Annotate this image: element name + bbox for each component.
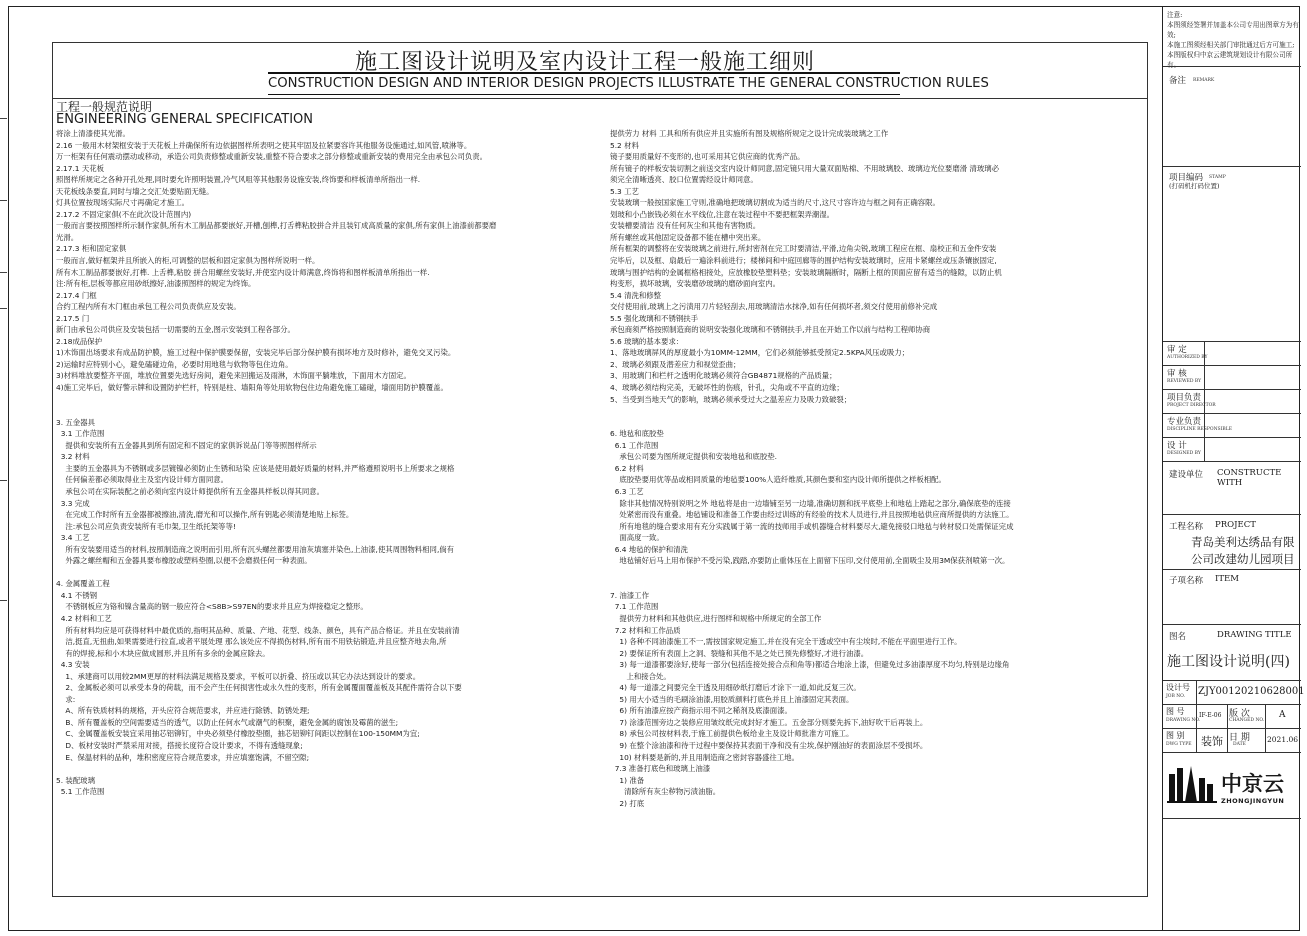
- spec-line: 承包公司在实际装配之前必须向室内设计师提供所有五金器具样板以得其同意。: [56, 486, 325, 496]
- company-logo: [1167, 764, 1219, 808]
- spec-line: 主要的五金器具为不锈钢或多层镀镍必须防止生锈和玷染 应该是使用最好质量的材料,并严格遵照说明书上所要求之规格: [56, 463, 455, 473]
- spec-line: 3)材料堆放要整齐平面，堆放位置要先选好房间，避免来回搬运及雨淋，木饰面平躺堆放，下面用木方固定。: [56, 371, 411, 381]
- signature-row-label-en: PROJECT DIRECTOR: [1167, 403, 1216, 408]
- design-no-label: 设计号: [1166, 683, 1190, 692]
- spec-line: [56, 394, 596, 406]
- spec-column-left: [56, 128, 596, 798]
- spec-line: 6) 所有油漆应按产商指示用不同之稀剂及底漆面漆。: [610, 706, 792, 716]
- spec-line: 3.4 工艺: [56, 533, 90, 543]
- spec-line: 所有材料均应是可获得材料中最优质的,指明其品种、质量、产地、花型、线条、颜色，具有产品合格证。并且在安装前清: [56, 625, 460, 635]
- spec-line: 除非其他情况特别说明之外 地毡将是由一边墙铺至另一边墙,准确切割和抚平底垫上和地毡上踏起之部分,确保底垫的连接: [610, 498, 1011, 508]
- spec-line: 镜子要用质量好不变形的,也可采用其它供应商的优秀产品。: [610, 152, 805, 162]
- title-underline: [268, 72, 900, 74]
- spec-line: 3.1 工作范围: [56, 429, 105, 439]
- spec-line: 提供劳力材料和其他供应,进行图样和规格中所规定的全部工作: [610, 613, 822, 623]
- spec-line: 处紧密而没有重叠。地毡铺设和准备工作要由经过训练的有经验的技术人员进行,并且按照地毡供应商所提供的方法施工。: [610, 510, 1014, 520]
- spec-line: 合约工程内所有木门框由承包工程公司负责供应及安装。: [56, 302, 241, 312]
- spec-line: 2、金属板必须可以承受本身的荷载，而不会产生任何损害性或永久性的变形，所有金属覆面覆盖板及其配件需符合以下要: [56, 683, 462, 693]
- spec-line: 任何偏差都必须取得业主及室内设计师方面同意。: [56, 475, 228, 485]
- project-name-label: 工程名称: [1169, 522, 1204, 532]
- builder-label: 建设单位: [1169, 470, 1204, 480]
- signature-row-label-en: DESIGNED BY: [1167, 451, 1201, 456]
- spec-line: 不锈钢板应为铬和镍含量高的钢一般应符合<S8B>S97EN的要求并且应为焊接稳定之整形。: [56, 602, 368, 612]
- spec-line: 灯具位置按现场实际尺寸再确定才施工。: [56, 198, 190, 208]
- version-label: 版 次: [1229, 709, 1250, 719]
- spec-line: 2、玻璃必须跟及潜差应力和视觉歪曲；: [610, 359, 741, 369]
- spec-line: 1) 各种不同油漆施工不一,需按国家规定施工,并在没有完全干透或空中有尘埃时,不能在平面里进行工作。: [610, 637, 962, 647]
- signature-row-label-en: DISCIPLINE RESPONSIBLE: [1167, 427, 1232, 432]
- signature-row-label-en: AUTHORIZED BY: [1167, 355, 1208, 360]
- signature-row-label: 审 核: [1167, 369, 1187, 379]
- disclaimer-note: 注意: 本图须经签署并加盖本公司专用出图章方为有效; 本施工图须经相关部门审批通过后方可施工; 本图版权归中京云建筑规划设计有限公司所有。: [1167, 11, 1299, 69]
- spec-line: 所有镜子的样板安装切割之前送交室内设计师同意,固定镜只用大量双面贴棉、不用玻璃胶、玻璃边光位要磨滑 清玻璃必: [610, 163, 1000, 173]
- spec-line: 一般而言,做好框架并且所嵌入的柜,可调整的层板和固定家俱为图样所说明一样。: [56, 256, 320, 266]
- spec-line: 6.2 材料: [610, 463, 644, 473]
- spec-line: 7) 涂漆范围旁边之装修应用皱纹纸完成封好才施工。五金部分则要先拆下,油好吹干后再装上。: [610, 717, 928, 727]
- spec-line: 底胶垫要用优等品或相同质量的地毡要100%人造纤维质,其颜色要和室内设计师所提供之样板相配。: [610, 475, 946, 485]
- spec-line: 天花板线条要直,同时与墙之交汇处要贴面无缝。: [56, 186, 214, 196]
- spec-line: 5) 用大小适当的毛刷涂油漆,用胶质颜料打底色并且上油漆固定其表面。: [610, 694, 854, 704]
- spec-line: [610, 405, 1140, 417]
- page-title: 施工图设计说明及室内设计工程一般施工细则: [354, 50, 815, 75]
- spec-line: 承包公司要为图所规定提供和安装地毡和底胶垫.: [610, 452, 777, 462]
- spec-line: 6. 地毡和底胶垫: [610, 429, 664, 439]
- spec-line: 4.3 安装: [56, 660, 90, 670]
- spec-line: 2) 要保证所有表面上之洞、裂缝和其他不是之处已预先修整好,才进行油漆。: [610, 648, 869, 658]
- type-value: 装饰: [1201, 735, 1223, 748]
- spec-line: 5.6 玻璃的基本要求：: [610, 336, 684, 346]
- spec-line: 6.1 工作范围: [610, 440, 659, 450]
- spec-line: 7.1 工作范围: [610, 602, 659, 612]
- spec-line: 新门由承包公司供应及安装包括一切需要的五金,图示安装到工程各部分。: [56, 325, 295, 335]
- spec-line: 承包商须严格按照制造商的说明安装强化玻璃和不锈钢扶手,并且在开始工作以前与结构工程师协商: [610, 325, 931, 335]
- spec-line: 6.4 地毡的保护和清洗: [610, 544, 688, 554]
- spec-line: [610, 417, 1140, 429]
- spec-line: 2)运输时应特别小心，避免磕碰边角，必要时用地毯与软物等包住边角。: [56, 359, 293, 369]
- spec-line: 一般而言要按照图样所示制作家俱,所有木工制品都要嵌好,开槽,刨榫,打舌榫粘胶拼合并且装钉成高质量的家俱,所有家俱上油漆前都要磨: [56, 221, 497, 231]
- section-title: 工程一般规范说明: [56, 100, 153, 114]
- spec-line: 所有地毯的缝合要求用有充分实践属于第一流的技师用手或机器缝合材料要尽大,避免接驳口地毡与转材驳口处需保证完成: [610, 521, 1014, 531]
- signature-row-label: 设 计: [1167, 441, 1187, 451]
- spec-line: 完毕后，以及框、扇最后一遍涂料前进行；楼梯间和中庭回廊等的围护结构安装玻璃时，应用卡紧螺丝或压条镶嵌固定,: [610, 256, 997, 266]
- spec-line: B、所有覆盖板的空间需要适当的透气，以防止任何水气或潮气的积聚，避免金属的腐蚀及霉菌的滋生;: [56, 717, 399, 727]
- spec-line: 提供劳力 材料 工具和所有供应并且实施所有图及规格所规定之设计完成装玻璃之工作: [610, 129, 889, 138]
- spec-line: 照图样所规定之各种开孔处理,同时要允许照明装置,冷气风咀等其他服务设施安装,终饰要和样板清单所指出一样.: [56, 175, 421, 185]
- spec-line: 注:所有柜,层板等都应用砂纸擦好,油漆照图样的规定为终饰。: [56, 279, 256, 289]
- sheet-no-label-en: DRAWING NO.: [1166, 718, 1201, 723]
- spec-line: 安装玻璃一般按国家施工守则,准确地把玻璃切割成为适当的尺寸,这尺寸容许边与框之间有正确容限。: [610, 198, 940, 208]
- title-block: [1162, 6, 1305, 931]
- spec-line: 1、承建商可以用较2MM更厚的材料法满足规格及要求，平板可以折叠、挤压或以其它办法达到设计的要求。: [56, 671, 421, 681]
- spec-line: 2.17.5 门: [56, 313, 90, 323]
- spec-line: 所有安装要用适当的材料,按照制造商之说明而引用,所有沉头螺丝都要用油灰填塞并染色,上油漆,使其周围物料相同,倘有: [56, 544, 455, 554]
- spec-line: E、保温材料的品种，堆积密度应符合规范要求，并应填塞饱满，不留空隙;: [56, 752, 310, 762]
- spec-line: A、所有铁质材料的规格，开头应符合规范要求，并应进行除锈、防锈处理;: [56, 706, 310, 716]
- spec-line: 清除所有灰尘秽物污渍油脂。: [610, 787, 721, 797]
- sheet-no-value: IF-E-06: [1199, 712, 1222, 719]
- spec-line: 1、落地玻璃屏风的厚度最小为10MM-12MM，它们必须能够抵受预定2.5KPA风压或吸力；: [610, 348, 910, 358]
- spec-line: 5.5 强化玻璃和不锈钢扶手: [610, 313, 699, 323]
- drawing-title-label-en: DRAWING TITLE: [1217, 630, 1292, 640]
- project-name-line2: 公司改建幼儿园项目: [1191, 552, 1295, 566]
- spec-line: [56, 763, 596, 775]
- spec-line: 所有框架的调整将在安装玻璃之前进行,所封密剂在完工时要清洁,平滑,边角尖锐,玻璃工程应在框、扇校正和五金件安装: [610, 244, 997, 254]
- spec-line: 1)木饰面出场要求有成品防护膜，施工过程中保护膜要保留，安装完毕后部分保护膜有损坏地方及时修补，避免交叉污染。: [56, 348, 456, 358]
- design-no-label-en: JOB NO.: [1166, 694, 1186, 699]
- spec-line: 安装槽要清洁 没有任何灰尘和其他有害物质。: [610, 221, 761, 231]
- spec-line: 2.17.1 天花板: [56, 163, 105, 173]
- spec-line: 2.17.3 柜和固定家俱: [56, 244, 127, 254]
- version-label-en: CHANGED NO.: [1229, 718, 1265, 723]
- spec-line: 7.3 准备打底色和玻璃上油漆: [610, 764, 711, 774]
- spec-line: 4、玻璃必须结构完美，无破坏性的伤痕，针孔，尖角或不平直的边缘；: [610, 383, 844, 393]
- spec-line: 所有木工制品都要嵌好,打榫. 上舌榫,粘胶 拼合用螺丝安装好,并使室内设计师满意,终饰将和图样板清单所指出一样.: [56, 267, 430, 277]
- item-label: 子项名称: [1169, 576, 1204, 586]
- spec-line: 5.4 清洗和修整: [610, 290, 662, 300]
- spec-line: 所有螺丝或其他固定设备都不能在槽中突出来。: [610, 232, 766, 242]
- project-no-label-en: STAMP: [1209, 175, 1226, 180]
- project-no-label: 项目编码: [1169, 173, 1204, 183]
- spec-line: 5. 装配玻璃: [56, 775, 95, 785]
- signature-row-label: 审 定: [1167, 345, 1187, 355]
- spec-line: [610, 567, 1140, 579]
- spec-line: 2.18成品保护: [56, 336, 103, 346]
- spec-line: 2.17.4 门框: [56, 290, 97, 300]
- spec-line: 5.3 工艺: [610, 186, 639, 196]
- item-label-en: ITEM: [1215, 574, 1239, 584]
- page-subtitle: CONSTRUCTION DESIGN AND INTERIOR DESIGN PROJECTS ILLUSTRATE THE GENERAL CONSTRUCTION RULES: [268, 76, 989, 91]
- spec-line: 洁,挺直,无扭曲,如果需要进行拉直,或者平展处理 那么该处应不得损伤材料,所有而不用铁钻锻造,并且应整齐地去角,所: [56, 637, 447, 647]
- spec-line: 提供和安装所有五金器具到所有固定和不固定的家俱诉说品门等等照图样所示: [56, 440, 317, 450]
- spec-line: 6.3 工艺: [610, 486, 644, 496]
- spec-line: 注:承包公司应负责安装所有毛巾架,卫生纸托架等等!: [56, 521, 236, 531]
- type-label-en: DWG TYPE: [1166, 742, 1192, 747]
- spec-line: 光滑。: [56, 232, 79, 242]
- spec-line: 将涂上清漆使其光滑。: [56, 129, 130, 138]
- spec-line: [610, 578, 1140, 590]
- spec-line: 3、用玻璃门和栏杆之透明化玻璃必须符合GB4871规格的产品质量；: [610, 371, 837, 381]
- spec-line: 有的焊接,标和小木块应做成圆形,并且所有多余的金属应除去。: [56, 648, 270, 658]
- date-label: 日 期: [1229, 733, 1250, 743]
- spec-line: 4) 每一道漆之间要完全干透及用细砂纸打磨后才涂下一道,如此反复三次。: [610, 683, 861, 693]
- design-no-value: ZJY00120210628001: [1198, 686, 1305, 697]
- spec-line: 8) 承包公司按材料表,于施工前提供色板给业主及设计师批准方可施工。: [610, 729, 854, 739]
- spec-line: 5.2 材料: [610, 140, 639, 150]
- spec-line: 4.1 不锈钢: [56, 590, 97, 600]
- spec-line: 交付使用前,玻璃上之污渍用刀片轻轻刮去,用玻璃清洁水抹净,如有任何损坏者,须交付使用前修补完成: [610, 302, 938, 312]
- date-value: 2021.06: [1267, 735, 1299, 744]
- spec-line: 4. 金属覆盖工程: [56, 579, 110, 589]
- signature-row-label: 项目负责: [1167, 393, 1202, 403]
- version-value: A: [1279, 710, 1286, 720]
- sheet-no-label: 图 号: [1166, 707, 1185, 716]
- spec-line: 7. 油漆工作: [610, 590, 649, 600]
- spec-line: 3.2 材料: [56, 452, 90, 462]
- spec-line: 划玻和小凸嵌钱必须在水平线位,注意在装过程中不要把框架弄潮湿。: [610, 209, 835, 219]
- spec-line: [56, 405, 596, 417]
- spec-line: C、金属覆盖板安装宜采用抽芯铝铆钉，中央必须垫付橡胶垫圈，抽芯铝铆钉间距以控制在100-150MM为宜;: [56, 729, 420, 739]
- spec-line: 2.16 一般用木材架框安装于天花板上并确保所有边依据图样所表明之使其牢固及拉紧要容许其他服务设施通过,如风管,喷淋等。: [56, 140, 472, 150]
- spec-line: 3. 五金器具: [56, 417, 95, 427]
- date-label-en: DATE: [1233, 742, 1246, 747]
- spec-line: 4.2 材料和工艺: [56, 613, 112, 623]
- spec-line: 外露之螺丝帽和五金器具要布橡胶或塑料垫圈,以便不会磨损任何一种表面。: [56, 556, 312, 566]
- section-title-en: ENGINEERING GENERAL SPECIFICATION: [56, 112, 314, 127]
- type-label: 图 别: [1166, 731, 1185, 740]
- spec-line: 3) 每一道漆都要涂好,使每一部分(包括连接处接合点和角等)都适合地涂上漆，但避免过多油漆厚度不均匀,特别是边缘角: [610, 660, 1010, 670]
- spec-line: 3.3 完成: [56, 498, 90, 508]
- spec-line: 9) 在整个涂油漆和待干过程中要保持其表面干净和没有尘埃,保护刚油好的表面涂层不受损坏。: [610, 740, 928, 750]
- spec-line: 2.17.2 不固定家俱(不在此次设计范围内): [56, 209, 192, 219]
- spec-line: 2) 打底: [610, 798, 645, 808]
- spec-line: 5.1 工作范围: [56, 787, 105, 797]
- building-logo-icon: [1167, 764, 1219, 804]
- spec-line: 构变形，损坏玻璃，安装磨砂玻璃的磨砂面向室内。: [610, 279, 780, 289]
- spec-line: 须完全清晰透亮、胶口位置需经设计师同意。: [610, 175, 758, 185]
- spec-line: 5、当受到当地天气的影响，玻璃必须承受过大之温差应力及吸力致破裂；: [610, 394, 852, 404]
- spec-line: 玻璃与围护结构的金属框格相接处，应放橡胶垫塑料垫；安装玻璃隔断时，隔断上框的顶面应留有适当的缝隙，以防止机: [610, 267, 1002, 277]
- spec-line: 上和接合处。: [610, 671, 671, 681]
- drawing-title: 施工图设计说明(四): [1167, 654, 1290, 670]
- spec-line: 7.2 材料和工作品质: [610, 625, 681, 635]
- spec-line: 万一柜架有任何震动摆动或移动，承造公司负责修整或重新安装,重整不符合要求之部分修整或重新安装的费用完全由承包公司负责。: [56, 152, 488, 162]
- logo-text-en: ZHONGJINGYUN: [1221, 797, 1285, 805]
- subtitle-underline: [268, 94, 900, 95]
- project-name-label-en: PROJECT: [1215, 520, 1256, 530]
- spec-line: [56, 567, 596, 579]
- header-divider: [52, 98, 1148, 99]
- spec-line: 1) 准备: [610, 775, 645, 785]
- spec-column-right: [610, 128, 1140, 809]
- remark-label: 备注: [1169, 76, 1187, 86]
- spec-line: 求:: [56, 694, 76, 704]
- project-no-sub: (打码机打码位置): [1169, 182, 1220, 190]
- spec-line: 在完成工作时所有五金器都被擦油,清洗,磨光和可以操作,所有钥匙必须清楚地贴上标签。: [56, 510, 354, 520]
- builder-value: CONSTRUCTE WITH: [1217, 468, 1282, 488]
- spec-line: 10) 材料要是新的,并且用制造商之密封容器盛往工地。: [610, 752, 799, 762]
- spec-line: 面高度一致。: [610, 533, 664, 543]
- remark-label-en: REMARK: [1193, 78, 1215, 83]
- signature-row-label-en: REVIEWED BY: [1167, 379, 1202, 384]
- spec-line: 4)施工完毕后，做好警示牌和设置防护栏杆，特别是柱、墙阳角等处用软物包住边角避免施工磕碰，墙面用防护膜覆盖。: [56, 383, 448, 393]
- drawing-title-label: 图名: [1169, 632, 1187, 642]
- spec-line: 地毡铺好后马上用布保护不受污染,践踏,亦要防止重体压在上面留下压印,交付使用前,全面吸尘及用3M保获剂喷第一次。: [610, 556, 1010, 566]
- logo-text: 中京云: [1221, 772, 1284, 796]
- spec-line: D、板材安装时严禁采用对接，搭接长度符合设计要求，不得有透缝现象;: [56, 740, 303, 750]
- signature-row-label: 专业负责: [1167, 417, 1202, 427]
- project-name-line1: 青岛美利达绣品有限: [1191, 535, 1295, 549]
